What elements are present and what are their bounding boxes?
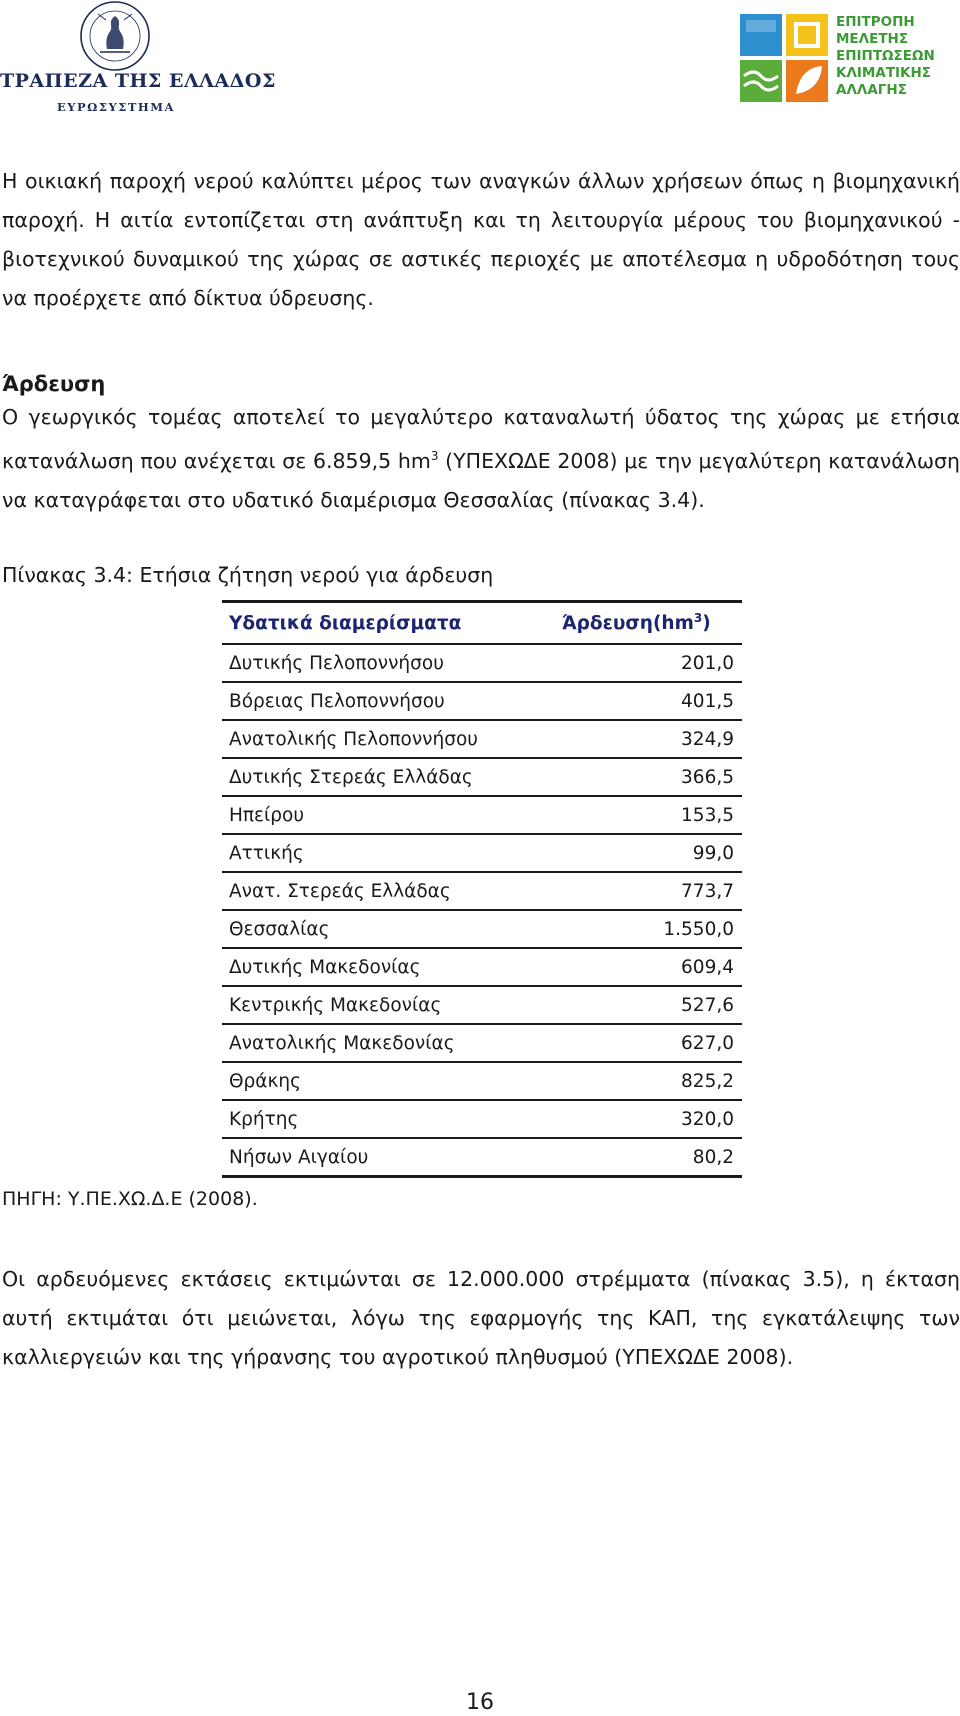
irrigation-value-cell: 609,4 (520, 948, 742, 986)
table-row (222, 720, 742, 758)
bank-of-greece-logo (0, 0, 276, 118)
committee-line: ΑΛΛΑΓΗΣ (836, 82, 907, 98)
irrigation-paragraph (2, 398, 960, 520)
table-row (222, 644, 742, 682)
header-irrigation-close: ) (702, 613, 711, 635)
table-body (222, 644, 742, 1177)
climate-committee-logo (740, 14, 950, 114)
region-cell: Αττικής (222, 834, 520, 872)
region-cell: Δυτικής Μακεδονίας (222, 948, 520, 986)
header-unit-sup: 3 (693, 611, 703, 626)
irrigation-value-cell: 1.550,0 (520, 910, 742, 948)
region-cell: Θεσσαλίας (222, 910, 520, 948)
region-cell: Ανατολικής Πελοποννήσου (222, 720, 520, 758)
table-caption: Πίνακας 3.4: Ετήσια ζήτηση νερού για άρδευση (2, 563, 494, 587)
bank-seal-icon (70, 0, 160, 72)
header-region: Υδατικά διαμερίσματα (222, 602, 520, 645)
committee-line: ΜΕΛΕΤΗΣ (836, 31, 909, 47)
irrigation-text-part1: Ο γεωργικός τομέας αποτελεί το μεγαλύτερο καταναλωτή ύδατος της χώρας με ετήσια κατανάλωση που ανέχεται σε 6.859,5 hm (2, 405, 960, 473)
committee-name (836, 14, 956, 99)
irrigation-value-cell: 99,0 (520, 834, 742, 872)
irrigation-unit-sup: 3 (430, 449, 439, 463)
committee-emblem-icon (740, 14, 830, 104)
irrigation-text-part2: (ΥΠΕΧΩΔΕ 2008) με την μεγαλύτερη κατανάλωση να καταγράφεται στο υδατικό διαμέρισμα Θεσσαλίας (πίνακας 3.4). (2, 448, 960, 512)
table-source: ΠΗΓΗ: Υ.ΠΕ.ΧΩ.Δ.Ε (2008). (2, 1188, 258, 1210)
irrigation-value-cell: 324,9 (520, 720, 742, 758)
closing-paragraph: Οι αρδευόμενες εκτάσεις εκτιμώνται σε 12.000.000 στρέμματα (πίνακας 3.5), η έκταση αυτή εκτιμάται ότι μειώνεται, λόγω της εφαρμογής της ΚΑΠ, της εγκατάλειψης των καλλιεργειών και της γήρανσης του αγροτικού πληθυσμού (ΥΠΕΧΩΔΕ 2008). (2, 1267, 960, 1369)
irrigation-value-cell: 773,7 (520, 872, 742, 910)
table-row (222, 834, 742, 872)
irrigation-value-cell: 366,5 (520, 758, 742, 796)
bank-name: ΤΡΑΠΕΖΑ ΤΗΣ ΕΛΛΑΔΟΣ (0, 70, 276, 92)
irrigation-value-cell: 201,0 (520, 644, 742, 682)
region-cell: Ηπείρου (222, 796, 520, 834)
irrigation-value-cell: 401,5 (520, 682, 742, 720)
region-cell: Ανατ. Στερεάς Ελλάδας (222, 872, 520, 910)
committee-line: ΕΠΙΠΤΩΣΕΩΝ (836, 48, 935, 64)
page-number: 16 (466, 1690, 494, 1715)
region-cell: Θράκης (222, 1062, 520, 1100)
table-row (222, 1100, 742, 1138)
irrigation-value-cell: 825,2 (520, 1062, 742, 1100)
table-row (222, 1024, 742, 1062)
table-row (222, 872, 742, 910)
region-cell: Βόρειας Πελοποννήσου (222, 682, 520, 720)
table-row (222, 1062, 742, 1100)
table-row (222, 910, 742, 948)
irrigation-value-cell: 320,0 (520, 1100, 742, 1138)
table-row (222, 758, 742, 796)
region-cell: Κρήτης (222, 1100, 520, 1138)
table-row (222, 948, 742, 986)
table-row (222, 986, 742, 1024)
region-cell: Νήσων Αιγαίου (222, 1138, 520, 1177)
irrigation-value-cell: 527,6 (520, 986, 742, 1024)
header-irrigation (520, 602, 742, 645)
committee-line: ΕΠΙΤΡΟΠΗ (836, 14, 915, 30)
irrigation-value-cell: 153,5 (520, 796, 742, 834)
bank-subtitle: ΕΥΡΩΣΥΣΤΗΜΑ (57, 100, 175, 114)
table-row (222, 682, 742, 720)
irrigation-value-cell: 80,2 (520, 1138, 742, 1177)
table-row (222, 1138, 742, 1177)
section-heading: Άρδευση (2, 372, 106, 396)
intro-paragraph: Η οικιακή παροχή νερού καλύπτει μέρος των αναγκών άλλων χρήσεων όπως η βιομηχανική παροχή. Η αιτία εντοπίζεται στη ανάπτυξη και τη λειτουργία μέρους του βιομηχανικού - βιοτεχνικού δυναμικού της χώρας σε αστικές περιοχές με αποτέλεσμα η υδροδότηση τους να προέρχετε από δίκτυα ύδρευσης. (2, 169, 960, 310)
irrigation-value-cell: 627,0 (520, 1024, 742, 1062)
table-header-row (222, 602, 742, 645)
region-cell: Κεντρικής Μακεδονίας (222, 986, 520, 1024)
region-cell: Δυτικής Πελοποννήσου (222, 644, 520, 682)
table-row (222, 796, 742, 834)
region-cell: Ανατολικής Μακεδονίας (222, 1024, 520, 1062)
header-irrigation-text: Άρδευση(hm (561, 613, 694, 635)
committee-line: ΚΛΙΜΑΤΙΚΗΣ (836, 65, 932, 81)
irrigation-demand-table (222, 600, 742, 1178)
region-cell: Δυτικής Στερεάς Ελλάδας (222, 758, 520, 796)
